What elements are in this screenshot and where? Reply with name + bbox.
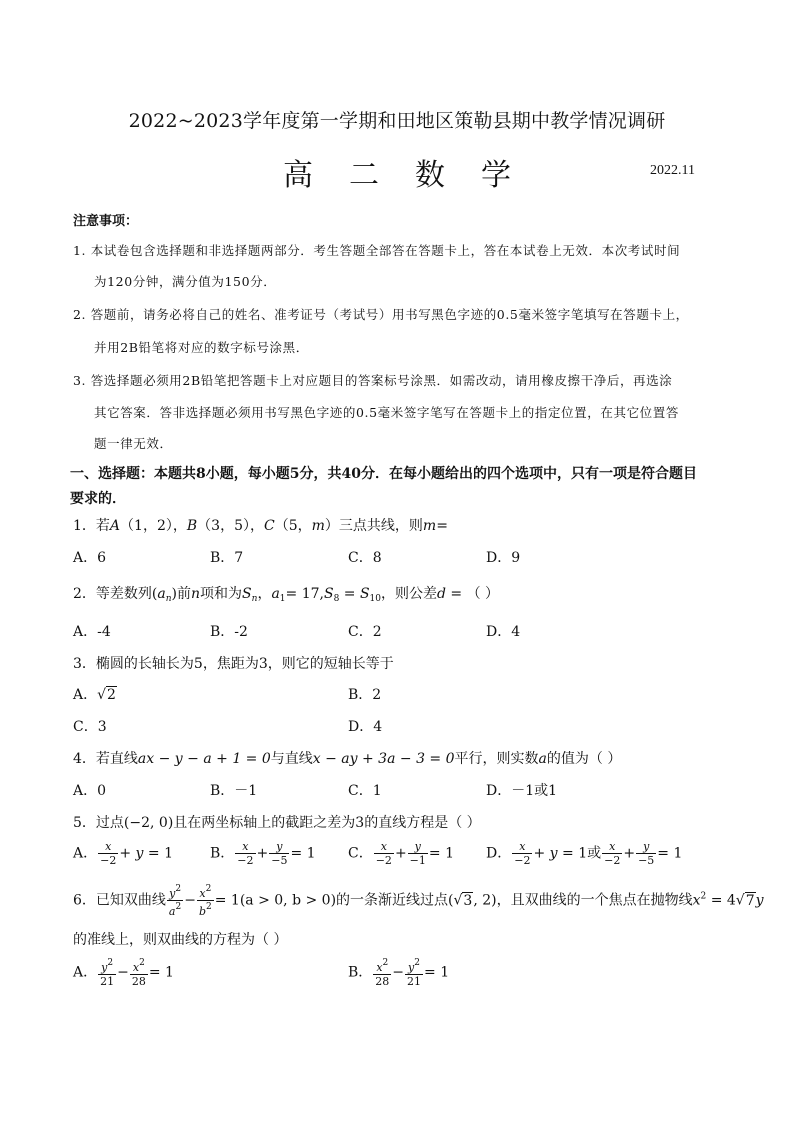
q3-option-c: C．3 [73,719,107,735]
question-6: 6．已知双曲线 $\frac{y^2}{a^2}$ − $\frac{x^2}{b^2}$ = 1(a > 0, b > 0)的一条渐近线过点(√3, 2)，且双曲线的一个焦点在抛物线$x^2 = 4√7y$ [73,884,764,918]
q4-line-2: x − ay + 3a − 3 = 0 [312,751,455,767]
q6-option-b: B． $\frac{x^2}{28}$ − $\frac{y^2}{21}$ = 1 [348,958,450,988]
q5-option-d: D． $\frac{x}{-2}$ + y = 1或 $\frac{x}{-2}$ + $\frac{y}{-5}$ = 1 [486,840,683,867]
q3-option-a: A．√2 [73,687,116,703]
notice-line-1b: 为120分钟，满分值为150分． [94,274,277,289]
q5-point: (−2, 0) [123,815,174,831]
q4-line-1: ax − y − a + 1 = 0 [137,751,271,767]
question-6-line-2: 的准线上，则双曲线的方程为（ ） [73,932,288,948]
question-3: 3．椭圆的长轴长为5，焦距为3，则它的短轴长等于 [73,656,394,672]
q5-option-b: B． $\frac{x}{-2}$ + $\frac{y}{-5}$ = 1 [210,840,316,867]
q2-option-a: A．-4 [73,624,111,640]
notice-line-3b: 其它答案．答非选择题必须用书写黑色字迹的0.5毫米签字笔写在答题卡上的指定位置，在其它位置答 [94,405,679,420]
q1-option-b: B．7 [210,550,244,566]
q4-option-b: B．－1 [210,783,258,799]
q5-option-c: C． $\frac{x}{-2}$ + $\frac{y}{-1}$ = 1 [348,840,454,867]
q4-option-d: D．－1或1 [486,783,558,799]
q4-option-a: A．0 [73,783,107,799]
q1-option-d: D．9 [486,550,521,566]
q5-option-a: A． $\frac{x}{-2}$ + y = 1 [73,840,173,867]
notice-line-2b: 并用2B铅笔将对应的数字标号涂黑． [94,340,309,355]
q2-condition: = 17, [285,586,324,602]
notice-heading: 注意事项： [73,214,139,229]
exam-date: 2022.11 [650,163,695,178]
q1-option-c: C．8 [348,550,382,566]
question-1: 1．若A（1，2），B（3，5），C（5，m）三点共线，则m= [73,518,448,534]
q3-option-b: B．2 [348,687,382,703]
notice-line-2: 2. 答题前，请务必将自己的姓名、准考证号（考试号）用书写黑色字迹的0.5毫米签字笔填写在答题卡上， [73,307,689,322]
notice-line-3: 3. 答选择题必须用2B铅笔把答题卡上对应题目的答案标号涂黑．如需改动，请用橡皮擦干净后，再选涂 [73,373,673,388]
q3-option-d: D．4 [348,719,383,735]
q6-option-a: A． $\frac{y^2}{21}$ − $\frac{x^2}{28}$ = 1 [73,958,174,988]
subject-title: 高二数学 [283,158,547,193]
question-4: 4．若直线ax − y − a + 1 = 0与直线x − ay + 3a − 3 = 0平行，则实数a的值为（ ） [73,751,622,767]
exam-title: 2022~2023学年度第一学期和田地区策勒县期中教学情况调研 [128,110,666,132]
q2-option-c: C．2 [348,624,382,640]
q2-option-d: D．4 [486,624,521,640]
question-2: 2．等差数列$(a_n)$前n项和为$S_n$，$a_1= 17,S_8 = S_{10}$，则公差d = （ ） [73,586,500,604]
q6-condition: = 1(a > 0, b > 0) [214,892,337,909]
q4-option-c: C．1 [348,783,382,799]
notice-line-3c: 题一律无效． [94,436,173,451]
q2-option-b: B．-2 [210,624,248,640]
section-heading-line-1: 一、选择题：本题共8小题，每小题5分，共40分．在每小题给出的四个选项中，只有一项是符合题目 [70,466,697,482]
section-heading-line-2: 要求的． [70,491,126,507]
question-5: 5．过点(−2, 0)且在两坐标轴上的截距之差为3的直线方程是（ ） [73,815,481,831]
q1-option-a: A．6 [73,550,107,566]
notice-line-1: 1. 本试卷包含选择题和非选择题两部分．考生答题全部答在答题卡上，答在本试卷上无效．本次考试时间 [73,243,681,258]
